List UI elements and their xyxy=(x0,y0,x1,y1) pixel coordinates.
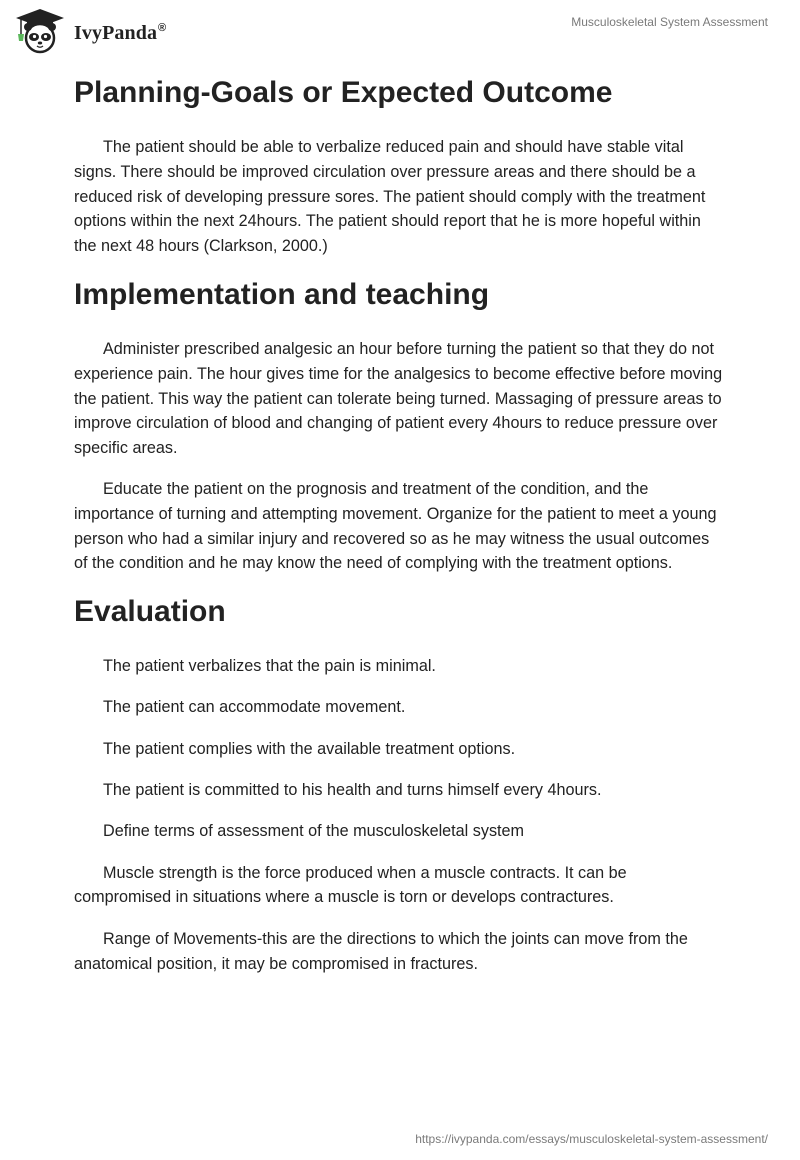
brand-name-text: IvyPanda xyxy=(74,21,158,44)
essay-content xyxy=(74,70,724,993)
section-heading-implementation: Implementation and teaching xyxy=(74,277,490,311)
section-heading-evaluation: Evaluation xyxy=(74,595,226,629)
paragraph: The patient complies with the available treatment options. xyxy=(103,739,516,758)
paragraph: Define terms of assessment of the musculoskeletal system xyxy=(103,822,525,841)
paragraph: Administer prescribed analgesic an hour before turning the patient so that they do not experience pain. The hour gives time for the analgesics to become effective before moving the patient. This way the patient can tolerate being turned. Massaging of pressure areas to improve circulation of blood and changing of patient every 4hours to reduce pressure over specific areas. xyxy=(74,339,723,458)
evaluation-section xyxy=(74,592,724,976)
page-header xyxy=(0,0,800,60)
paragraph: The patient can accommodate movement. xyxy=(103,698,406,717)
paragraph: The patient should be able to verbalize reduced pain and should have stable vital signs. There should be improved circulation over pressure areas and there should be a reduced risk of developing pressure sores. The patient should comply with the treatment options within the next 24hours. The patient should report that he is more hopeful within the next 48 hours (Clarkson, 2000.) xyxy=(74,138,706,256)
source-url[interactable]: https://ivypanda.com/essays/musculoskeletal-system-assessment/ xyxy=(415,1132,768,1146)
brand-name xyxy=(74,22,166,45)
registered-mark: ® xyxy=(158,21,167,34)
section-heading-planning: Planning-Goals or Expected Outcome xyxy=(74,76,613,109)
paragraph: The patient verbalizes that the pain is minimal. xyxy=(103,657,436,676)
document-title: Musculoskeletal System Assessment xyxy=(571,15,768,29)
panda-graduate-icon xyxy=(14,8,66,54)
implementation-section xyxy=(74,275,724,576)
paragraph: The patient is committed to his health and turns himself every 4hours. xyxy=(103,781,602,800)
ivypanda-logo[interactable] xyxy=(14,8,166,54)
paragraph: Muscle strength is the force produced when a muscle contracts. It can be compromised in situations where a muscle is torn or develops contractures. xyxy=(74,863,627,907)
paragraph: Educate the patient on the prognosis and treatment of the condition, and the importance of turning and attempting movement. Organize for the patient to meet a young person who had a similar injury and recovered so as he may witness the usual outcomes of the condition and he may know the need of complying with the treatment options. xyxy=(74,479,717,573)
planning-section xyxy=(74,73,724,259)
paragraph: Range of Movements-this are the directions to which the joints can move from the anatomical position, it may be compromised in fractures. xyxy=(74,929,688,973)
